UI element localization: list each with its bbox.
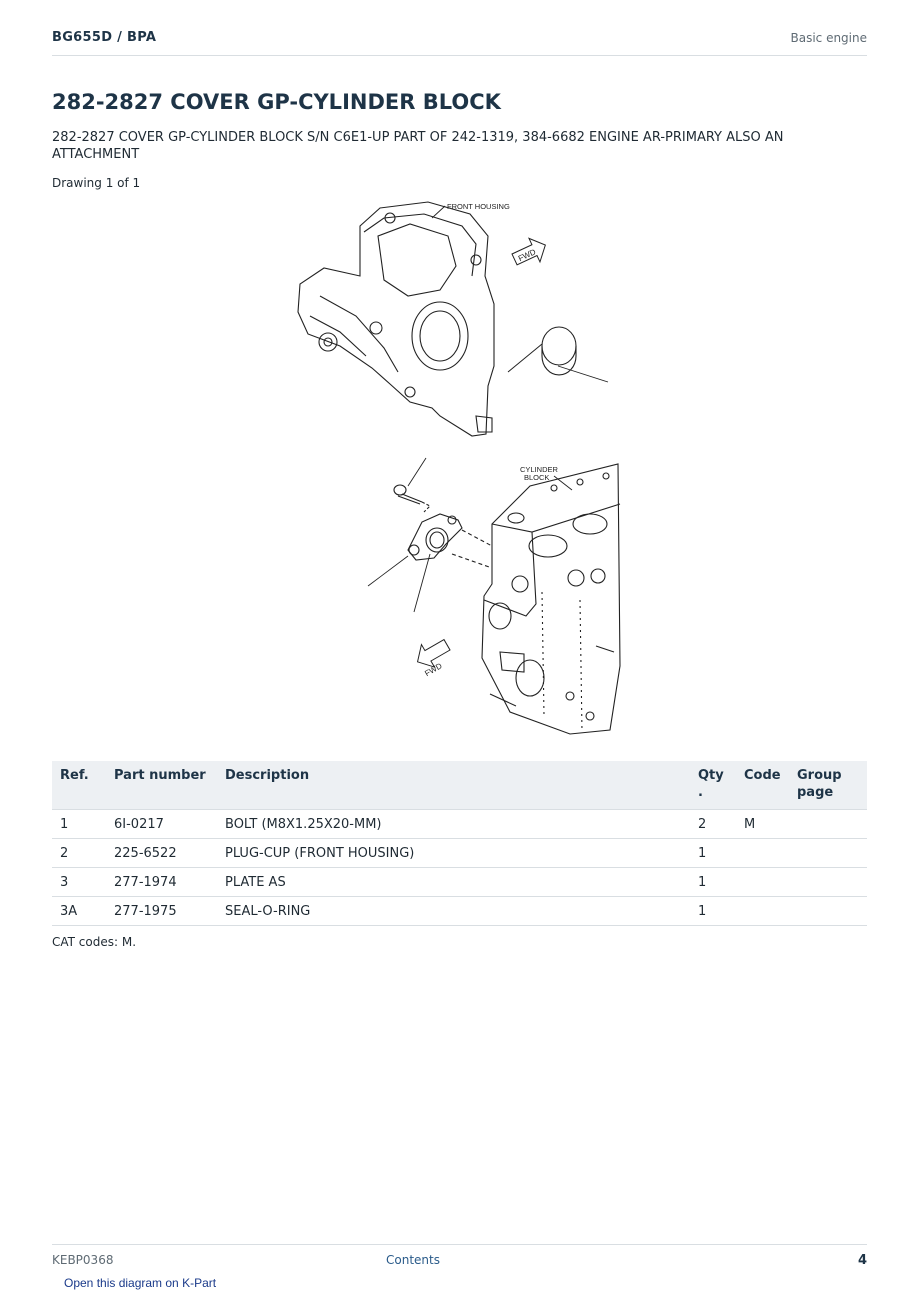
page-subtitle: 282-2827 COVER GP-CYLINDER BLOCK S/N C6E1-UP PART OF 242-1319, 384-6682 ENGINE AR-PRIMARY ALSO AN ATTACHMENT [52, 130, 784, 162]
cell-qty: 1 [690, 868, 736, 897]
cell-qty: 2 [690, 810, 736, 839]
contents-link[interactable]: Contents [386, 1253, 440, 1267]
header-part-number: Part number [106, 761, 217, 810]
table-row [52, 897, 867, 926]
fwd-arrow-top [509, 233, 551, 271]
cylinder-block-drawing [482, 464, 620, 734]
page-header [52, 28, 867, 56]
header-qty-line1: Qty [698, 768, 724, 783]
cell-group [789, 868, 867, 897]
header-group-page [789, 761, 867, 810]
page-number: 4 [857, 1253, 867, 1268]
section-name: Basic engine [790, 31, 867, 45]
cell-group [789, 897, 867, 926]
parts-diagram [280, 196, 640, 736]
cell-qty: 1 [690, 897, 736, 926]
cell-code: M [736, 810, 789, 839]
table-header-row [52, 761, 867, 810]
cell-description: PLUG-CUP (FRONT HOUSING) [217, 839, 690, 868]
header-description: Description [217, 761, 690, 810]
header-qty [690, 761, 736, 810]
table-row [52, 839, 867, 868]
page-footer [52, 1244, 867, 1269]
cell-description: BOLT (M8X1.25X20-MM) [217, 810, 690, 839]
cell-part-number: 225-6522 [106, 839, 217, 868]
header-group-line2: page [797, 785, 834, 800]
cell-code [736, 897, 789, 926]
kpart-diagram-link[interactable]: Open this diagram on K-Part [64, 1276, 217, 1290]
fwd-label-top: FWD [516, 247, 538, 264]
cat-codes-note: CAT codes: M. [52, 935, 137, 949]
front-housing-drawing [298, 202, 542, 436]
cell-qty: 1 [690, 839, 736, 868]
document-code: KEBP0368 [52, 1253, 114, 1267]
cell-part-number: 277-1975 [106, 897, 217, 926]
plate-drawing [368, 514, 492, 612]
cell-description: PLATE AS [217, 868, 690, 897]
parts-table [52, 761, 867, 926]
drawing-counter: Drawing 1 of 1 [52, 176, 141, 190]
cell-group [789, 839, 867, 868]
model-breadcrumb: BG655D / BPA [52, 30, 157, 45]
plug-cup-drawing [542, 327, 608, 382]
cell-ref: 1 [52, 810, 106, 839]
front-housing-label: FRONT HOUSING [447, 202, 510, 211]
header-code: Code [736, 761, 789, 810]
cell-part-number: 277-1974 [106, 868, 217, 897]
cell-ref: 3 [52, 868, 106, 897]
cell-code [736, 868, 789, 897]
cell-description: SEAL-O-RING [217, 897, 690, 926]
cylinder-label-line1: CYLINDER [520, 465, 558, 474]
fwd-label-bottom: FWD [423, 661, 444, 679]
cell-code [736, 839, 789, 868]
header-group-line1: Group [797, 768, 842, 783]
header-qty-line2: . [698, 785, 703, 800]
cylinder-label-line2: BLOCK [524, 473, 550, 482]
table-row [52, 868, 867, 897]
header-ref: Ref. [52, 761, 106, 810]
bolt-drawing [394, 458, 430, 512]
page-title: 282-2827 COVER GP-CYLINDER BLOCK [52, 90, 501, 114]
cell-part-number: 6I-0217 [106, 810, 217, 839]
cell-ref: 2 [52, 839, 106, 868]
cell-group [789, 810, 867, 839]
cell-ref: 3A [52, 897, 106, 926]
table-row [52, 810, 867, 839]
